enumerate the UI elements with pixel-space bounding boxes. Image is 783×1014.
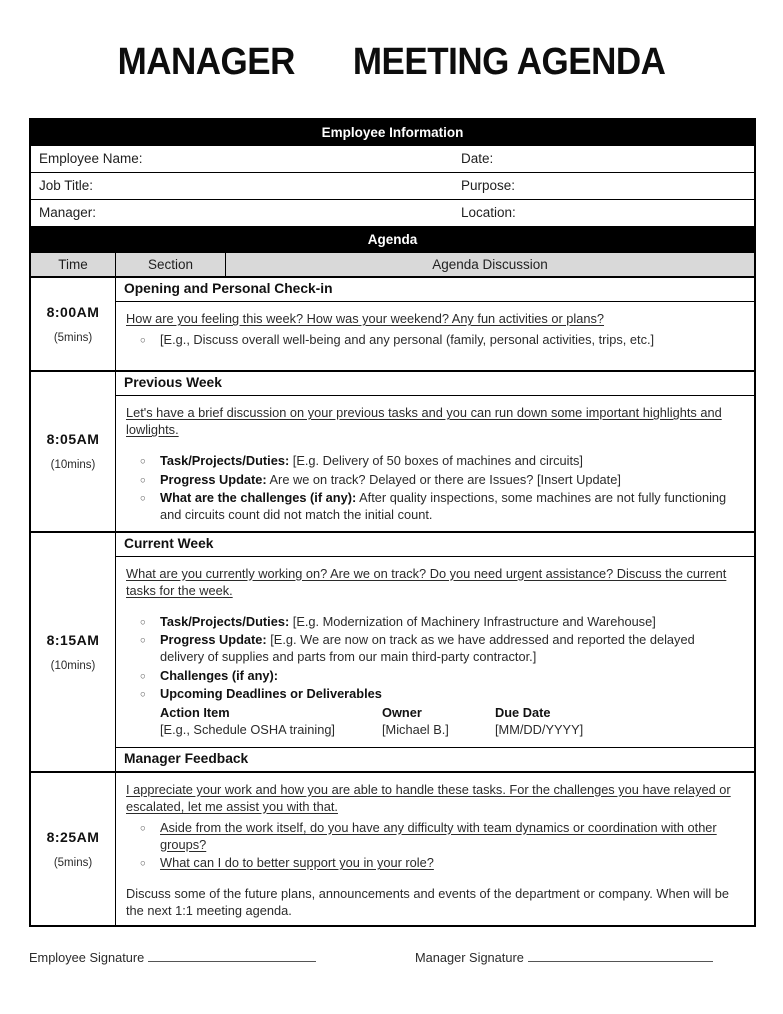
time-label: 8:00AM: [46, 304, 100, 320]
agenda-row-opening-check-in: [31, 278, 754, 372]
bullet-item: [126, 685, 742, 702]
circle-bullet-icon: ○: [140, 689, 146, 700]
column-header-agenda-discussion: Agenda Discussion: [432, 257, 548, 272]
employee-signature-label: Employee Signature: [29, 950, 145, 965]
info-row-name-date: [31, 146, 754, 173]
bullet-item: [126, 331, 742, 348]
circle-bullet-icon: ○: [140, 456, 146, 467]
bullet-list: [126, 819, 742, 872]
section-header: Previous Week: [116, 372, 754, 396]
bullet-text: Aside from the work itself, do you have any difficulty with team dynamics or coordination with other groups?: [160, 819, 717, 852]
bullet-list: [126, 331, 742, 348]
time-label: 8:15AM: [46, 631, 100, 648]
action-table-value-row: [160, 721, 742, 738]
job-title-label: Job Title:: [39, 178, 94, 193]
bullet-label: Progress Update:: [160, 632, 267, 647]
duration-label: (5mins): [53, 332, 93, 344]
bullet-label: Upcoming Deadlines or Deliverables: [160, 686, 382, 701]
bullet-text: After quality inspections, some machines are not fully functioning and circuits count did not match the initial count.: [160, 490, 727, 522]
bullet-text: [E.g. Modernization of Machinery Infrastructure and Warehouse]: [289, 613, 656, 629]
discussion-cell: [116, 278, 754, 370]
time-cell: [31, 773, 116, 926]
agenda-document-table: [29, 118, 756, 927]
action-item-value: [E.g., Schedule OSHA training]: [160, 722, 335, 737]
bullet-item: [126, 613, 742, 630]
bullet-item: [126, 667, 742, 684]
manager-label: Manager:: [39, 205, 97, 220]
page-title: [0, 40, 783, 83]
circle-bullet-icon: ○: [140, 858, 146, 869]
manager-signature-label: Manager Signature: [415, 950, 524, 965]
bullet-text: [E.g. We are now on track as we have addressed and reported the delayed delivery of supplies and parts from our main third-party contractor.]: [160, 632, 695, 664]
bullet-item: [126, 471, 742, 488]
title-word-meeting-agenda: MEETING AGENDA: [352, 40, 666, 83]
duration-label: (10mins): [50, 659, 96, 672]
owner-column-header: Owner: [382, 705, 422, 720]
duration-label: (5mins): [53, 856, 93, 869]
intro-text: What are you currently working on? Are we on track? Do you need urgent assistance? Discuss the current tasks for the week.: [126, 565, 727, 598]
discussion-content: [116, 396, 754, 531]
circle-bullet-icon: ○: [140, 670, 146, 682]
column-header-section: Section: [116, 253, 226, 276]
intro-text: I appreciate your work and how you are able to handle these tasks. For the challenges you have relayed or escalated, let me assist you with that.: [126, 781, 731, 814]
intro-text: How are you feeling this week? How was your weekend? Any fun activities or plans?: [126, 311, 605, 326]
bullet-item: [126, 819, 742, 853]
info-row-manager-location: [31, 200, 754, 227]
employee-signature: [29, 948, 316, 965]
column-header-time: Time: [31, 253, 116, 276]
bullet-text: [E.g., Discuss overall well-being and any personal (family, personal activities, trips, etc.]: [160, 332, 655, 347]
section-header: Opening and Personal Check-in: [116, 278, 754, 302]
bullet-list: [126, 452, 742, 523]
manager-feedback-header: Manager Feedback: [116, 747, 754, 771]
bullet-text: [E.g. Delivery of 50 boxes of machines and circuits]: [289, 453, 583, 468]
discussion-content: [116, 773, 754, 926]
bullet-label: Progress Update:: [160, 471, 267, 487]
agenda-row-previous-week: [31, 372, 754, 533]
bullet-list: [126, 613, 742, 703]
agenda-row-current-week: [31, 533, 754, 773]
circle-bullet-icon: ○: [140, 635, 146, 646]
title-word-manager: MANAGER: [117, 40, 295, 83]
bullet-label: Task/Projects/Duties:: [160, 453, 290, 468]
time-cell: [31, 372, 116, 531]
info-row-jobtitle-purpose: [31, 173, 754, 200]
bullet-label: Challenges (if any):: [160, 667, 279, 683]
agenda-header-bar: Agenda: [31, 227, 754, 253]
bullet-item: [126, 631, 742, 665]
circle-bullet-icon: ○: [140, 474, 146, 486]
bullet-label: Task/Projects/Duties:: [160, 613, 290, 629]
due-date-value: [MM/DD/YYYY]: [495, 722, 584, 737]
time-label: 8:25AM: [46, 828, 100, 845]
bullet-text: Are we on track? Delayed or there are Issues? [Insert Update]: [266, 471, 621, 487]
circle-bullet-icon: ○: [140, 335, 146, 346]
time-cell: [31, 533, 116, 771]
date-label: Date:: [461, 151, 494, 166]
due-date-column-header: Due Date: [495, 705, 551, 720]
bullet-item: [126, 854, 742, 871]
closing-text: Discuss some of the future plans, announcements and events of the department or company. When will be the next 1:1 meeting agenda.: [126, 886, 729, 918]
manager-signature: [415, 948, 713, 965]
discussion-cell: [116, 372, 754, 531]
discussion-cell: [116, 533, 754, 771]
agenda-column-headers: [31, 253, 754, 278]
time-cell: [31, 278, 116, 370]
time-label: 8:05AM: [46, 431, 100, 448]
discussion-content: [116, 557, 754, 747]
discussion-cell: [116, 773, 754, 926]
bullet-item: [126, 452, 742, 469]
bullet-item: [126, 489, 742, 523]
section-header: Current Week: [116, 533, 754, 557]
circle-bullet-icon: ○: [140, 493, 146, 504]
action-table-header-row: [160, 704, 742, 721]
employee-name-label: Employee Name:: [39, 151, 143, 166]
employee-information-header-bar: Employee Information: [31, 120, 754, 146]
owner-value: [Michael B.]: [382, 722, 449, 737]
purpose-label: Purpose:: [461, 178, 516, 193]
employee-signature-line: [148, 948, 316, 962]
agenda-row-manager-feedback: [31, 773, 754, 926]
manager-signature-line: [528, 948, 713, 962]
bullet-text: What can I do to better support you in your role?: [160, 855, 434, 870]
intro-text: Let's have a brief discussion on your previous tasks and you can run down some important highlights and lowlights.: [126, 405, 722, 437]
discussion-content: [116, 302, 754, 370]
action-items-table: [160, 704, 742, 738]
circle-bullet-icon: ○: [140, 822, 146, 834]
location-label: Location:: [461, 205, 516, 220]
circle-bullet-icon: ○: [140, 616, 146, 628]
duration-label: (10mins): [50, 459, 96, 472]
bullet-label: What are the challenges (if any):: [160, 490, 357, 505]
action-item-column-header: Action Item: [160, 705, 230, 720]
